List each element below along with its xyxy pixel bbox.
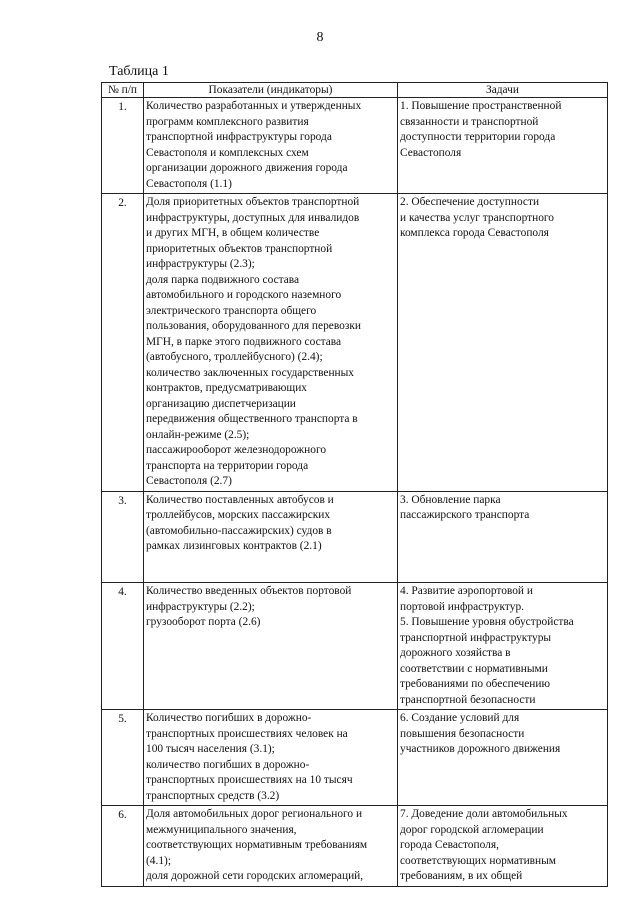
indicator-line: рамках лизинговых контрактов (2.1)	[146, 540, 322, 552]
task-line: связанности и транспортной	[400, 115, 539, 128]
indicator-line: электрического транспорта общего	[146, 304, 317, 317]
indicator-line: Количество погибших в дорожно-	[146, 712, 312, 724]
indicator-line: количество погибших в дорожно-	[146, 758, 310, 771]
indicator-line: онлайн-режиме (2.5);	[146, 428, 250, 441]
indicator-line: приоритетных объектов транспортной	[146, 242, 333, 255]
indicator-line: доля дорожной сети городских агломераций,	[146, 870, 364, 882]
task-line: доступности территории города	[400, 131, 556, 143]
row-number: 1.	[102, 98, 144, 194]
task-line: транспортной инфраструктуры	[400, 631, 552, 644]
indicator-line: троллейбусов, морских пассажирских	[146, 509, 331, 521]
header-number: № п/п	[102, 83, 144, 98]
row-number: 2.	[102, 194, 144, 492]
task-line: соответствии с нормативными	[400, 662, 548, 675]
header-indicators: Показатели (индикаторы)	[144, 83, 398, 98]
task-line: дорог городской агломерации	[400, 823, 544, 836]
tasks-cell	[398, 98, 608, 194]
row-number: 6.	[102, 806, 144, 887]
page-number: 8	[316, 30, 324, 45]
row-number: 4.	[102, 583, 144, 710]
indicator-line: программ комплексного развития	[146, 115, 309, 128]
indicator-line: автомобильного и городского наземного	[146, 289, 342, 301]
indicator-line: транспортной инфраструктуры города	[146, 131, 332, 143]
task-line: 7. Доведение доли автомобильных	[400, 808, 568, 820]
task-line: и качества услуг транспортного	[400, 211, 554, 224]
table-caption: Таблица 1	[109, 64, 169, 79]
indicator-line: соответствующих нормативным требованиям	[146, 839, 368, 851]
task-line: города Севастополя,	[400, 839, 499, 851]
indicator-line: МГН, в парке этого подвижного состава	[146, 335, 342, 348]
indicator-line: Количество поставленных автобусов и	[146, 493, 334, 506]
tasks-cell	[398, 710, 608, 806]
indicator-line: инфраструктуры, доступных для инвалидов	[146, 211, 360, 224]
indicators-cell	[144, 98, 398, 194]
task-line: транспортной безопасности	[400, 693, 536, 706]
indicators-cell	[144, 194, 398, 492]
indicator-line: Севастополя (2.7)	[146, 475, 232, 487]
table-row	[102, 491, 608, 583]
indicator-line: организации дорожного движения города	[146, 162, 348, 174]
indicator-line: инфраструктуры (2.2);	[146, 600, 255, 613]
indicator-line: организацию диспетчеризации	[146, 397, 296, 410]
indicator-line: доля парка подвижного состава	[146, 273, 300, 286]
indicator-line: грузооборот порта (2.6)	[146, 616, 261, 628]
indicator-line: контрактов, предусматривающих	[146, 382, 307, 394]
indicator-line: количество заключенных государственных	[146, 366, 354, 379]
task-line: портовой инфраструктур.	[400, 600, 524, 613]
tasks-cell	[398, 583, 608, 710]
indicator-line: Доля автомобильных дорог регионального и	[146, 808, 363, 820]
header-tasks: Задачи	[398, 83, 608, 98]
indicator-line: (автомобильно-пассажирских) судов в	[146, 524, 332, 537]
indicator-line: Севастополя (1.1)	[146, 177, 232, 190]
table-row	[102, 98, 608, 194]
tasks-cell	[398, 194, 608, 492]
indicator-line: Количество введенных объектов портовой	[146, 585, 352, 597]
indicator-line	[146, 555, 395, 571]
task-line: 5. Повышение уровня обустройства	[400, 616, 574, 628]
table-header-row	[102, 83, 608, 98]
indicators-cell	[144, 491, 398, 583]
task-line: повышения безопасности	[400, 727, 525, 740]
table-row	[102, 710, 608, 806]
tasks-cell	[398, 806, 608, 887]
indicator-line: пользования, оборудованного для перевозки	[146, 320, 361, 332]
task-line: участников дорожного движения	[400, 743, 561, 755]
task-line: комплекса города Севастополя	[400, 227, 549, 239]
indicator-line: Количество разработанных и утвержденных	[146, 100, 362, 112]
task-line: соответствующих нормативным	[400, 854, 557, 867]
indicator-line: Доля приоритетных объектов транспортной	[146, 196, 360, 208]
indicator-line: транспортных происшествиях на 10 тысяч	[146, 774, 353, 786]
indicator-line: межмуниципального значения,	[146, 823, 297, 836]
indicator-line: транспортных происшествиях человек на	[146, 727, 348, 740]
task-line: требованиями по обеспечению	[400, 678, 550, 690]
indicator-line: транспортных средств (3.2)	[146, 789, 280, 802]
row-number: 3.	[102, 491, 144, 583]
indicator-line: пассажирооборот железнодорожного	[146, 444, 327, 456]
row-number: 5.	[102, 710, 144, 806]
indicators-cell	[144, 583, 398, 710]
indicator-line: 100 тысяч населения (3.1);	[146, 743, 275, 755]
task-line: дорожного хозяйства в	[400, 647, 511, 659]
table-row	[102, 194, 608, 492]
table-row	[102, 583, 608, 710]
task-line: 4. Развитие аэропортовой и	[400, 585, 533, 597]
indicator-line: инфраструктуры (2.3);	[146, 258, 255, 270]
indicators-cell	[144, 710, 398, 806]
task-line: 1. Повышение пространственной	[400, 100, 562, 112]
indicator-line: Севастополя и комплексных схем	[146, 146, 309, 159]
table-row	[102, 806, 608, 887]
indicator-line: (4.1);	[146, 854, 171, 867]
indicators-table	[101, 82, 608, 887]
task-line: Севастополя	[400, 146, 462, 159]
task-line: 2. Обеспечение доступности	[400, 196, 540, 208]
task-line: требованиям, в их общей	[400, 870, 523, 882]
indicator-line: (автобусного, троллейбусного) (2.4);	[146, 351, 323, 363]
task-line: пассажирского транспорта	[400, 509, 530, 521]
indicator-line: передвижения общественного транспорта в	[146, 413, 358, 425]
indicator-line: транспорта на территории города	[146, 459, 309, 472]
task-line: 6. Создание условий для	[400, 712, 520, 724]
indicators-cell	[144, 806, 398, 887]
task-line: 3. Обновление парка	[400, 493, 501, 506]
indicator-line: и других МГН, в общем количестве	[146, 227, 320, 239]
tasks-cell	[398, 491, 608, 583]
